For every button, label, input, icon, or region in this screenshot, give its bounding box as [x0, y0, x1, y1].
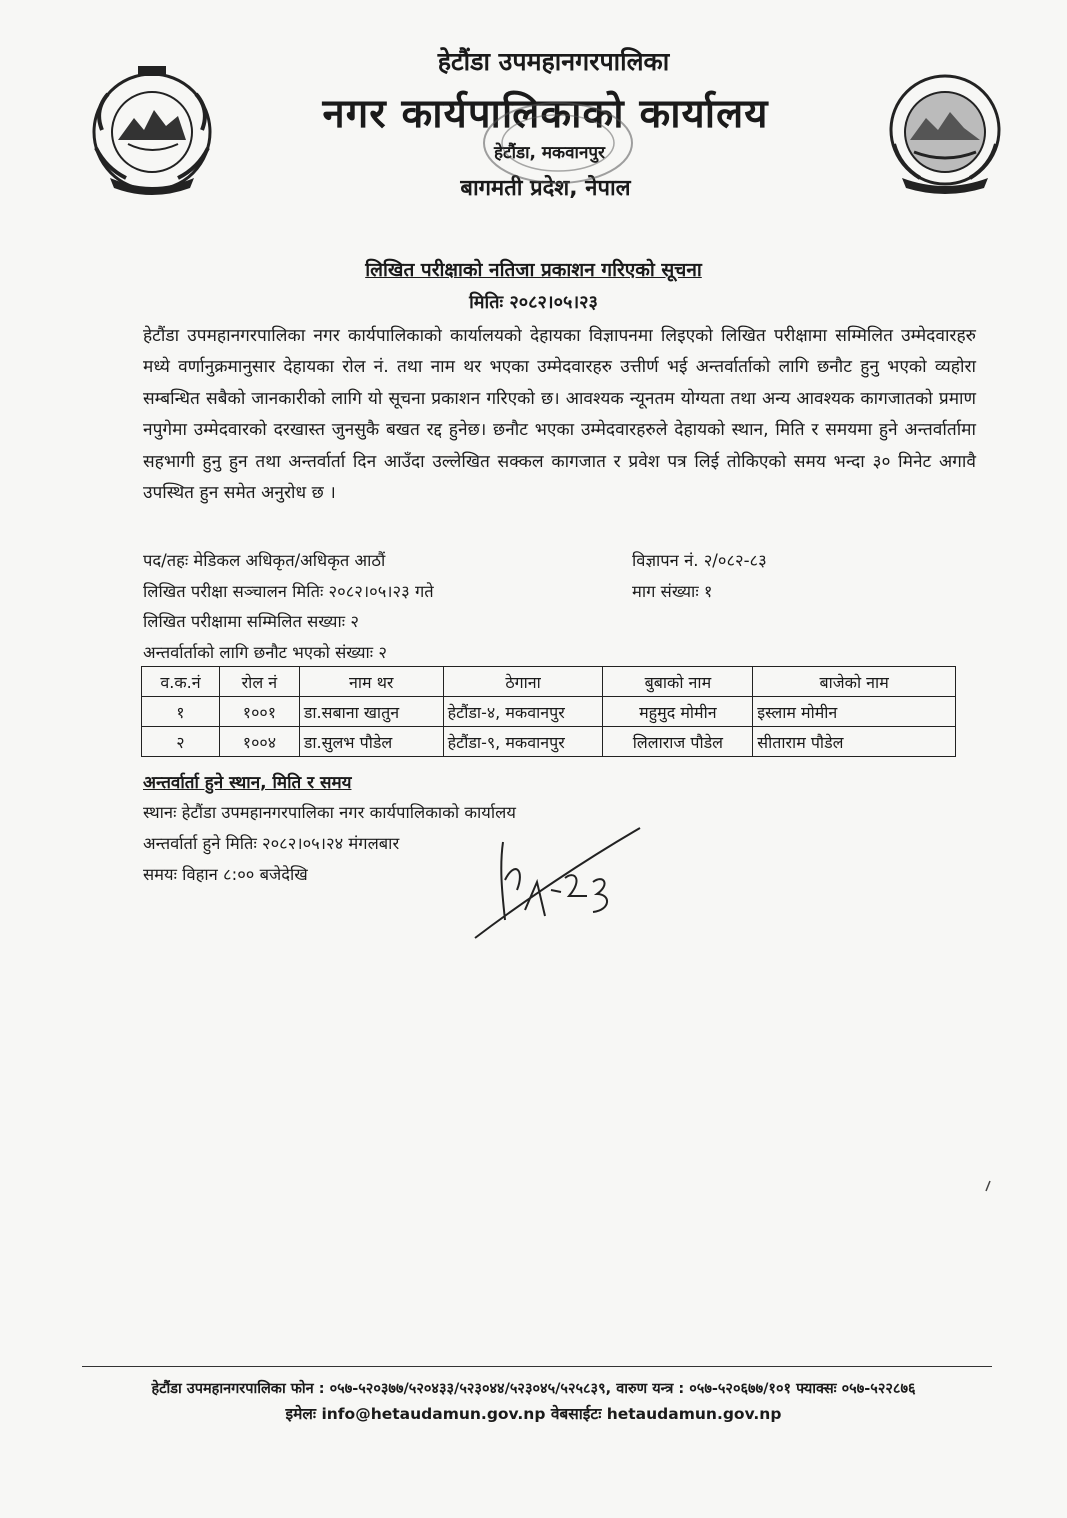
cell-serial: १	[142, 697, 220, 727]
office-name: नगर कार्यपालिकाको कार्यालय	[322, 91, 769, 137]
results-table	[141, 666, 956, 757]
office-location: हेटौंडा, मकवानपुर	[494, 143, 605, 163]
notice-body: हेटौंडा उपमहानगरपालिका नगर कार्यपालिकाको कार्यालयको देहायका विज्ञापनमा लिइएको लिखित परीक्षामा सम्मिलित उम्मेदवारहरु मध्ये वर्णानुक्रमानुसार देहायका रोल नं. तथा नाम थर भएका उम्मेदवारहरु उत्तीर्ण भई अन्तर्वार्ताको लागि छनौट हुनु भएको व्यहोरा सम्बन्धित सबैको जानकारीको लागि यो सूचना प्रकाशन गरिएको छ। आवश्यक न्यूनतम योग्यता तथा अन्य आवश्यक कागजातको प्रमाण नपुगेमा उम्मेदवारको दरखास्त जुनसुकै बखत रद्द हुनेछ। छनौट भएका उम्मेदवारहरुले देहायको स्थान, मिति र समयमा हुने अन्तर्वार्तामा सहभागी हुनु हुन तथा अन्तर्वार्ता दिन आउँदा उल्लेखित सक्कल कागजात र प्रवेश पत्र लिई तोकिएको समय भन्दा ३० मिनेट अगावै उपस्थित हुन समेत अनुरोध छ ।	[143, 326, 976, 504]
province-country: बागमती प्रदेश, नेपाल	[460, 176, 631, 201]
cell-grandfather: सीताराम पौडेल	[753, 727, 956, 757]
interview-heading: अन्तर्वार्ता हुने स्थान, मिति र समय	[143, 773, 352, 793]
stray-mark	[985, 1180, 991, 1192]
cell-grandfather: इस्लाम मोमीन	[753, 697, 956, 727]
exam-date: लिखित परीक्षा सञ्चालन मितिः २०८२।०५।२३ गते	[143, 582, 434, 601]
col-name: नाम थर	[299, 667, 443, 697]
cell-father: महुमुद मोमीन	[603, 697, 753, 727]
footer-contact: हेटौंडा उपमहानगरपालिका फोन : ०५७-५२०३७७/५२०४३३/५२३०४४/५२३०४५/५२५८३९, वारुण यन्त्र : ०५७-५२०६७७/१०१ फ्याक्सः ०५७-५२२८७६	[151, 1381, 916, 1397]
cell-father: लिलाराज पौडेल	[603, 727, 753, 757]
col-grandfather: बाजेको नाम	[753, 667, 956, 697]
shortlisted-count: अन्तर्वार्ताको लागि छनौट भएको संख्याः २	[143, 643, 387, 662]
table-row	[142, 697, 956, 727]
interview-time: समयः विहान ८:०० बजेदेखि	[143, 865, 308, 884]
demand-count: माग संख्याः १	[632, 582, 713, 601]
interview-date: अन्तर्वार्ता हुने मितिः २०८२।०५।२४ मंगलबार	[143, 834, 400, 853]
post-level: पद/तहः मेडिकल अधिकृत/अधिकृत आठौं	[143, 551, 386, 570]
cell-address: हेटौंडा-४, मकवानपुर	[443, 697, 603, 727]
col-father: बुबाको नाम	[603, 667, 753, 697]
signature-icon	[465, 820, 665, 950]
col-roll: रोल नं	[219, 667, 299, 697]
cell-name: डा.सुलभ पौडेल	[299, 727, 443, 757]
cell-roll: १००४	[219, 727, 299, 757]
notice-date: मितिः २०८२।०५।२३	[469, 292, 598, 313]
participant-count: लिखित परीक्षामा सम्मिलित सख्याः २	[143, 612, 359, 631]
col-address: ठेगाना	[443, 667, 603, 697]
col-serial: व.क.नं	[142, 667, 220, 697]
footer-divider	[82, 1366, 992, 1367]
cell-serial: २	[142, 727, 220, 757]
advertisement-number: विज्ञापन नं. २/०८२-८३	[632, 551, 767, 570]
office-stamp	[478, 98, 638, 188]
cell-name: डा.सबाना खातुन	[299, 697, 443, 727]
table-header-row	[142, 667, 956, 697]
cell-address: हेटौंडा-९, मकवानपुर	[443, 727, 603, 757]
notice-title: लिखित परीक्षाको नतिजा प्रकाशन गरिएको सूचना	[365, 259, 702, 281]
municipality-name: हेटौंडा उपमहानगरपालिका	[437, 47, 670, 76]
footer-web: इमेलः info@hetaudamun.gov.np वेबसाईटः hetaudamun.gov.np	[285, 1405, 782, 1423]
cell-roll: १००१	[219, 697, 299, 727]
table-row	[142, 727, 956, 757]
interview-place: स्थानः हेटौंडा उपमहानगरपालिका नगर कार्यपालिकाको कार्यालय	[143, 803, 516, 822]
